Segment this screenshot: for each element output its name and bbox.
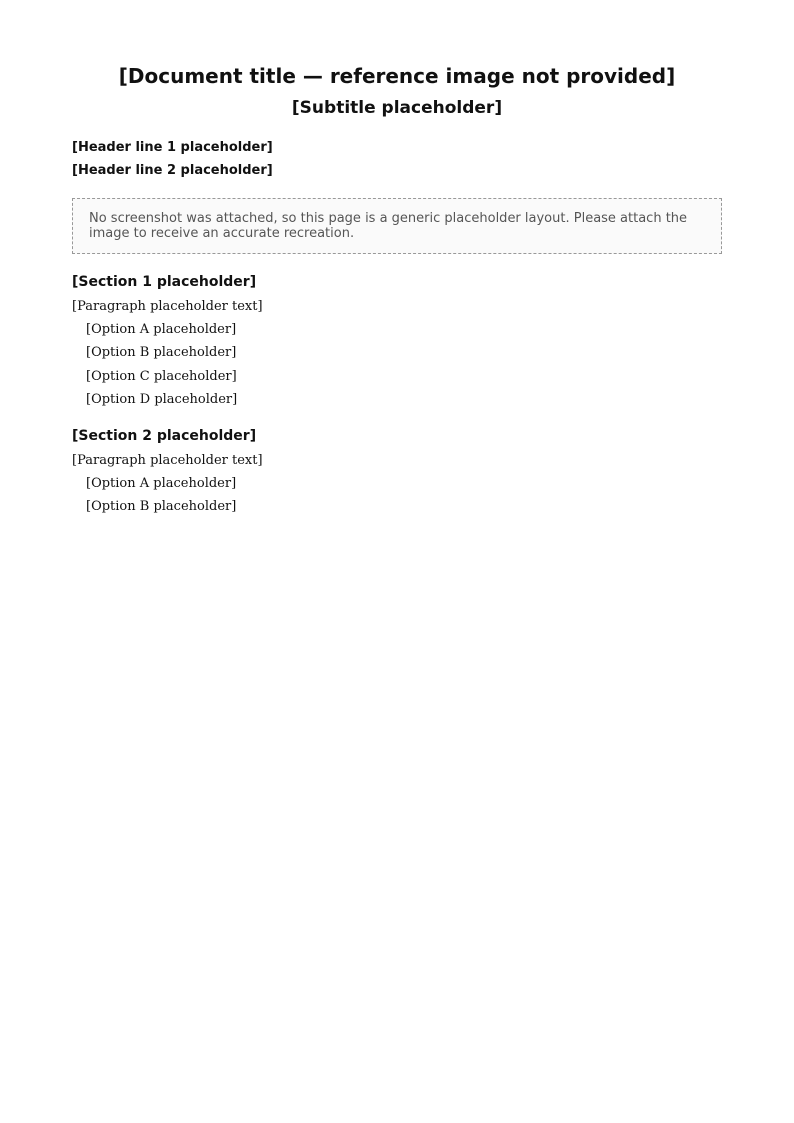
document-title: [Document title — reference image not provided] — [118, 64, 676, 88]
section-text: [Paragraph placeholder text] — [72, 299, 263, 314]
option-b: [Option B placeholder] — [86, 345, 237, 361]
option-c: [Option C placeholder] — [86, 368, 237, 384]
option-b: [Option B placeholder] — [86, 499, 237, 515]
section-block — [72, 274, 722, 412]
option-a: [Option A placeholder] — [86, 322, 237, 338]
section-heading: [Section 1 placeholder] — [72, 274, 257, 290]
section-block — [72, 428, 722, 519]
header-line-1: [Header line 1 placeholder] — [72, 140, 273, 155]
section-text: [Paragraph placeholder text] — [72, 452, 263, 468]
missing-image-notice: No screenshot was attached, so this page is a generic placeholder layout. Please attach the image to receive an accurate recreation. — [72, 198, 722, 254]
option-d: [Option D placeholder] — [86, 392, 238, 408]
document-subtitle: [Subtitle placeholder] — [291, 98, 503, 118]
option-a: [Option A placeholder] — [86, 475, 237, 491]
section-heading: [Section 2 placeholder] — [72, 427, 257, 444]
header-line-2: [Header line 2 placeholder] — [72, 163, 273, 178]
